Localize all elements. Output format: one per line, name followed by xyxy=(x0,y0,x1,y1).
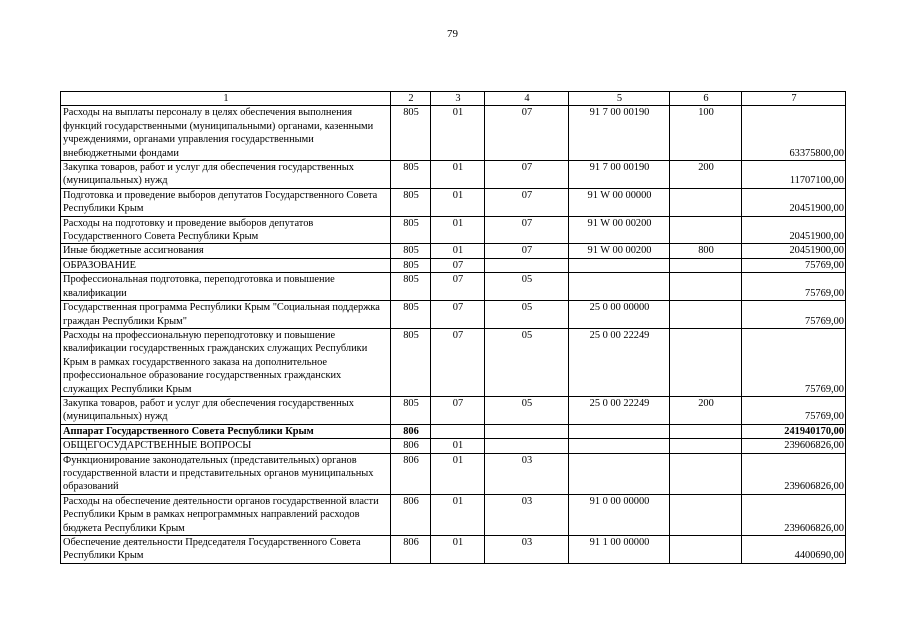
budget-table xyxy=(60,91,846,564)
row-target-cell xyxy=(569,424,670,438)
row-section-cell xyxy=(431,424,485,438)
table-row xyxy=(61,439,846,453)
header-cell: 3 xyxy=(431,92,485,106)
row-code-cell: 806 xyxy=(391,439,431,453)
header-cell: 4 xyxy=(485,92,569,106)
row-name-cell: Закупка товаров, работ и услуг для обеспечения государственных (муниципальных) нужд xyxy=(61,396,391,424)
row-code-cell: 805 xyxy=(391,273,431,301)
row-sum-cell: 11707100,00 xyxy=(742,161,846,189)
row-section-cell: 01 xyxy=(431,106,485,161)
row-subsection-cell: 05 xyxy=(485,328,569,396)
row-code-cell: 805 xyxy=(391,328,431,396)
row-subsection-cell: 03 xyxy=(485,536,569,564)
row-subsection-cell: 03 xyxy=(485,494,569,535)
row-expense-type-cell xyxy=(670,439,742,453)
row-name-cell: Функционирование законодательных (представительных) органов государственной власти и представительных органов муниципальных образований xyxy=(61,453,391,494)
row-expense-type-cell: 200 xyxy=(670,396,742,424)
row-name-cell: Профессиональная подготовка, переподготовка и повышение квалификации xyxy=(61,273,391,301)
table-row xyxy=(61,494,846,535)
row-sum-cell: 63375800,00 xyxy=(742,106,846,161)
row-sum-cell: 239606826,00 xyxy=(742,494,846,535)
row-code-cell: 806 xyxy=(391,453,431,494)
row-expense-type-cell xyxy=(670,424,742,438)
row-subsection-cell: 07 xyxy=(485,161,569,189)
table-row xyxy=(61,244,846,258)
row-target-cell xyxy=(569,439,670,453)
row-code-cell: 805 xyxy=(391,216,431,244)
row-name-cell: Расходы на выплаты персоналу в целях обеспечения выполнения функций государственными (муниципальными) органами, казенными учреждениями, органами управления государственными внебюджетными фондами xyxy=(61,106,391,161)
row-sum-cell: 75769,00 xyxy=(742,301,846,329)
row-sum-cell: 239606826,00 xyxy=(742,453,846,494)
row-code-cell: 806 xyxy=(391,494,431,535)
table-row xyxy=(61,301,846,329)
row-expense-type-cell xyxy=(670,494,742,535)
row-expense-type-cell xyxy=(670,216,742,244)
row-section-cell: 01 xyxy=(431,188,485,216)
row-section-cell: 01 xyxy=(431,453,485,494)
row-sum-cell: 4400690,00 xyxy=(742,536,846,564)
row-expense-type-cell xyxy=(670,258,742,272)
row-target-cell: 91 W 00 00200 xyxy=(569,244,670,258)
table-row xyxy=(61,258,846,272)
table-row xyxy=(61,273,846,301)
row-section-cell: 01 xyxy=(431,536,485,564)
row-target-cell: 91 7 00 00190 xyxy=(569,161,670,189)
row-sum-cell: 20451900,00 xyxy=(742,216,846,244)
header-cell: 7 xyxy=(742,92,846,106)
row-sum-cell: 75769,00 xyxy=(742,273,846,301)
row-expense-type-cell xyxy=(670,328,742,396)
row-target-cell: 25 0 00 22249 xyxy=(569,328,670,396)
header-cell: 1 xyxy=(61,92,391,106)
row-subsection-cell: 05 xyxy=(485,301,569,329)
row-section-cell: 01 xyxy=(431,494,485,535)
row-subsection-cell: 07 xyxy=(485,188,569,216)
row-expense-type-cell xyxy=(670,188,742,216)
table-body xyxy=(61,106,846,563)
row-subsection-cell xyxy=(485,258,569,272)
table-row xyxy=(61,453,846,494)
row-target-cell: 91 7 00 00190 xyxy=(569,106,670,161)
row-section-cell: 07 xyxy=(431,396,485,424)
row-name-cell: ОБЩЕГОСУДАРСТВЕННЫЕ ВОПРОСЫ xyxy=(61,439,391,453)
row-section-cell: 01 xyxy=(431,216,485,244)
row-target-cell xyxy=(569,273,670,301)
row-name-cell: Аппарат Государственного Совета Республики Крым xyxy=(61,424,391,438)
row-code-cell: 805 xyxy=(391,244,431,258)
row-expense-type-cell xyxy=(670,273,742,301)
row-subsection-cell xyxy=(485,424,569,438)
row-section-cell: 07 xyxy=(431,258,485,272)
table-row xyxy=(61,188,846,216)
table-row xyxy=(61,424,846,438)
row-name-cell: Расходы на профессиональную переподготовку и повышение квалификации государственных гражданских служащих Республики Крым в рамках государственного заказа на дополнительное профессиональное образование государственных гражданских служащих Республики Крым xyxy=(61,328,391,396)
row-sum-cell: 75769,00 xyxy=(742,328,846,396)
row-expense-type-cell xyxy=(670,536,742,564)
row-code-cell: 805 xyxy=(391,188,431,216)
row-name-cell: Подготовка и проведение выборов депутатов Государственного Совета Республики Крым xyxy=(61,188,391,216)
row-section-cell: 01 xyxy=(431,244,485,258)
header-row xyxy=(61,92,846,106)
row-sum-cell: 241940170,00 xyxy=(742,424,846,438)
row-sum-cell: 20451900,00 xyxy=(742,188,846,216)
row-expense-type-cell: 100 xyxy=(670,106,742,161)
row-code-cell: 805 xyxy=(391,106,431,161)
row-target-cell xyxy=(569,258,670,272)
row-section-cell: 01 xyxy=(431,161,485,189)
row-subsection-cell: 07 xyxy=(485,216,569,244)
header-cell: 2 xyxy=(391,92,431,106)
table-row xyxy=(61,161,846,189)
row-name-cell: Обеспечение деятельности Председателя Государственного Совета Республики Крым xyxy=(61,536,391,564)
row-code-cell: 806 xyxy=(391,424,431,438)
row-section-cell: 07 xyxy=(431,301,485,329)
row-subsection-cell: 05 xyxy=(485,396,569,424)
table-row xyxy=(61,396,846,424)
page-number: 79 xyxy=(447,28,458,40)
row-code-cell: 805 xyxy=(391,396,431,424)
row-name-cell: Государственная программа Республики Крым "Социальная поддержка граждан Республики Крым" xyxy=(61,301,391,329)
row-code-cell: 805 xyxy=(391,258,431,272)
row-name-cell: Закупка товаров, работ и услуг для обеспечения государственных (муниципальных) нужд xyxy=(61,161,391,189)
row-section-cell: 07 xyxy=(431,328,485,396)
row-sum-cell: 75769,00 xyxy=(742,396,846,424)
row-expense-type-cell: 200 xyxy=(670,161,742,189)
row-expense-type-cell: 800 xyxy=(670,244,742,258)
row-sum-cell: 20451900,00 xyxy=(742,244,846,258)
row-subsection-cell xyxy=(485,439,569,453)
row-target-cell: 91 1 00 00000 xyxy=(569,536,670,564)
row-sum-cell: 239606826,00 xyxy=(742,439,846,453)
row-target-cell: 91 0 00 00000 xyxy=(569,494,670,535)
row-expense-type-cell xyxy=(670,453,742,494)
row-section-cell: 07 xyxy=(431,273,485,301)
row-code-cell: 805 xyxy=(391,301,431,329)
row-name-cell: Расходы на подготовку и проведение выборов депутатов Государственного Совета Республики Крым xyxy=(61,216,391,244)
row-name-cell: ОБРАЗОВАНИЕ xyxy=(61,258,391,272)
row-sum-cell: 75769,00 xyxy=(742,258,846,272)
header-cell: 5 xyxy=(569,92,670,106)
row-subsection-cell: 03 xyxy=(485,453,569,494)
row-subsection-cell: 07 xyxy=(485,244,569,258)
row-name-cell: Иные бюджетные ассигнования xyxy=(61,244,391,258)
table-row xyxy=(61,328,846,396)
header-cell: 6 xyxy=(670,92,742,106)
row-subsection-cell: 05 xyxy=(485,273,569,301)
table-row xyxy=(61,536,846,564)
row-target-cell: 25 0 00 00000 xyxy=(569,301,670,329)
row-subsection-cell: 07 xyxy=(485,106,569,161)
row-code-cell: 806 xyxy=(391,536,431,564)
table-row xyxy=(61,106,846,161)
row-target-cell xyxy=(569,453,670,494)
row-code-cell: 805 xyxy=(391,161,431,189)
table-row xyxy=(61,216,846,244)
row-target-cell: 91 W 00 00000 xyxy=(569,188,670,216)
row-target-cell: 91 W 00 00200 xyxy=(569,216,670,244)
row-section-cell: 01 xyxy=(431,439,485,453)
row-name-cell: Расходы на обеспечение деятельности органов государственной власти Республики Крым в рамках непрограммных направлений расходов бюджета Республики Крым xyxy=(61,494,391,535)
row-target-cell: 25 0 00 22249 xyxy=(569,396,670,424)
row-expense-type-cell xyxy=(670,301,742,329)
